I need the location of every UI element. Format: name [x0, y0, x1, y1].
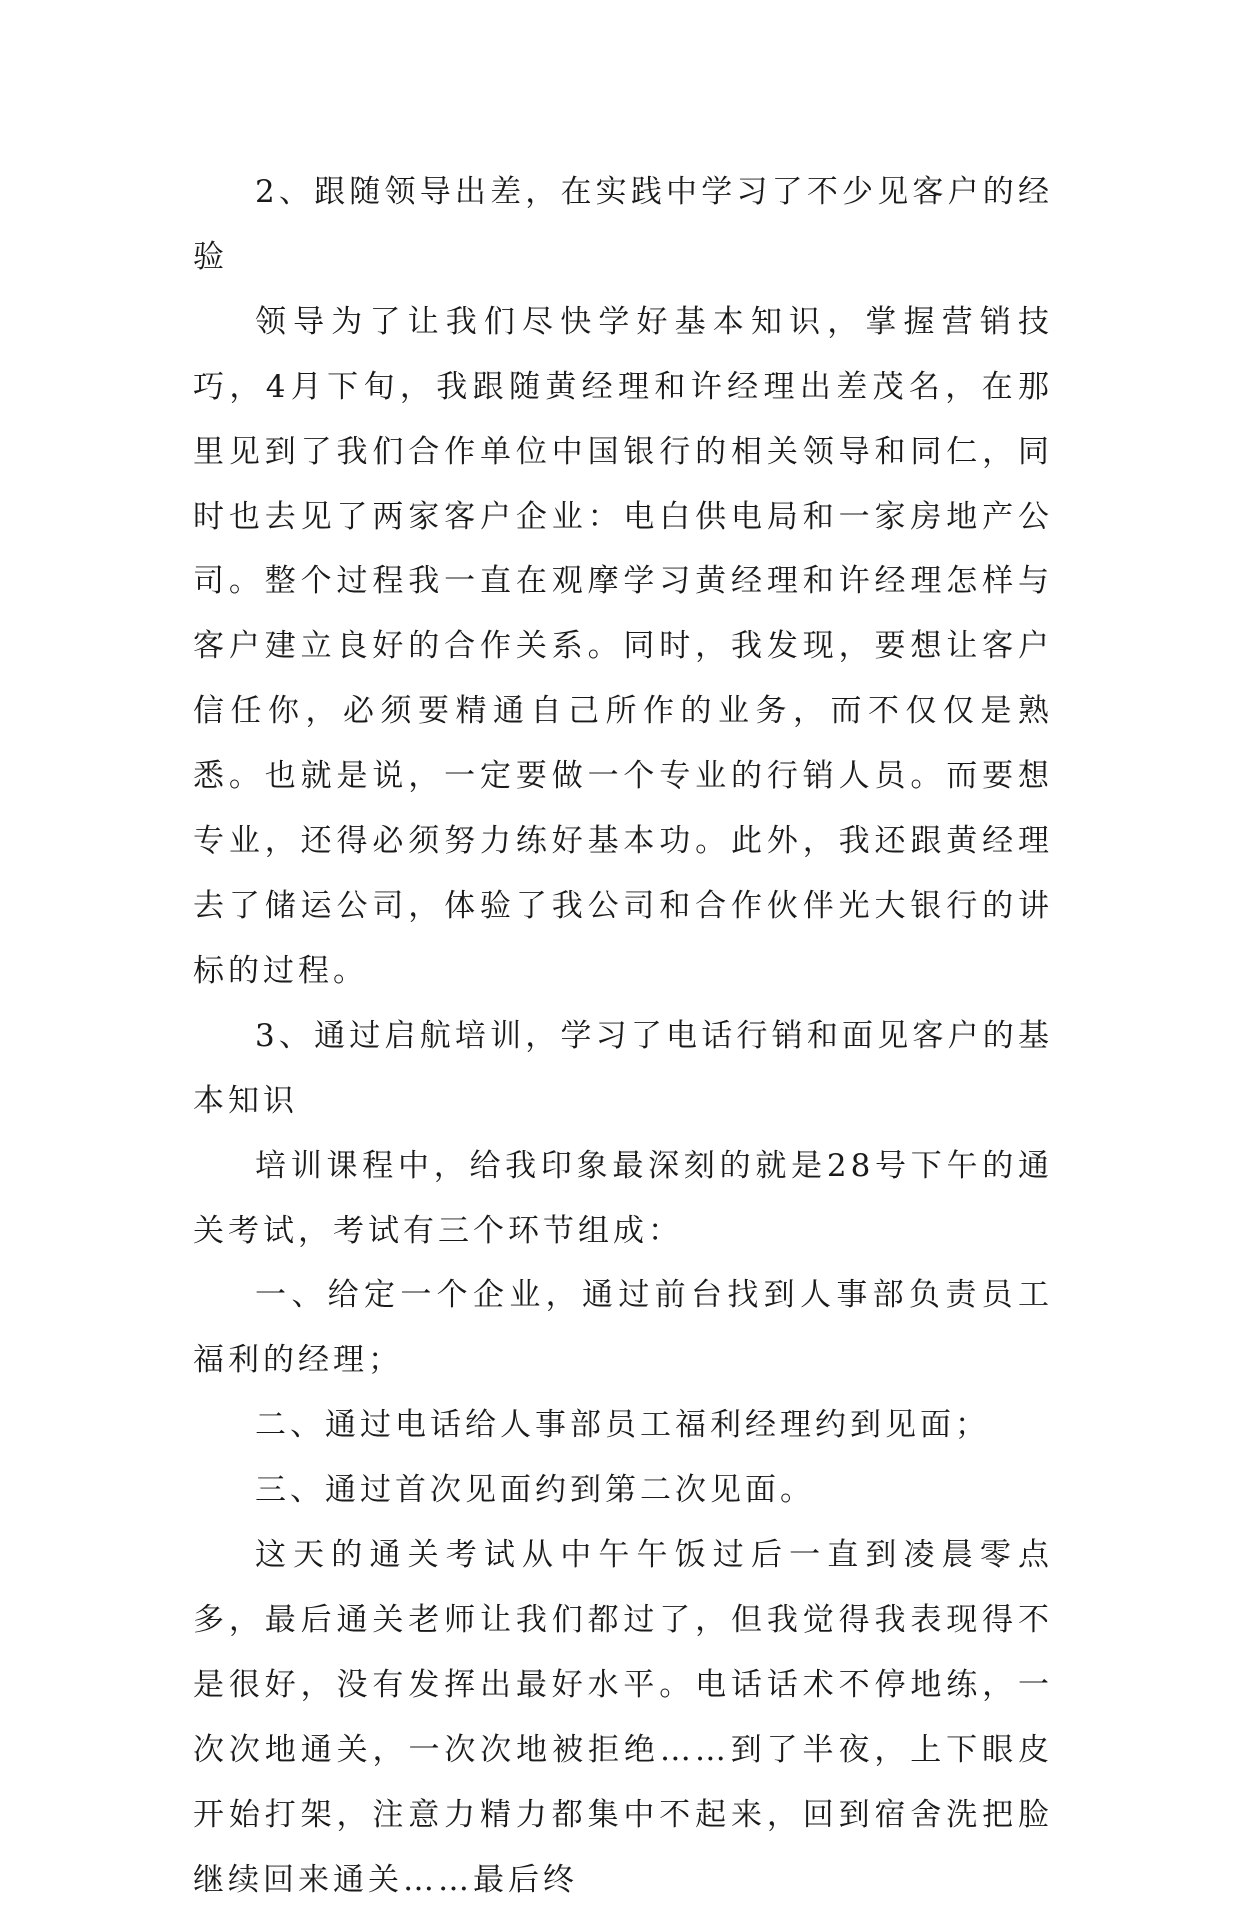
paragraph-business-trip: 领导为了让我们尽快学好基本知识，掌握营销技巧，4月下旬，我跟随黄经理和许经理出差茂名，在那里见到了我们合作单位中国银行的相关领导和同仁，同时也去见了两家客户企业：电白供电局和一家房地产公司。整个过程我一直在观摩学习黄经理和许经理怎样与客户建立良好的合作关系。同时，我发现，要想让客户信任你，必须要精通自己所作的业务，而不仅仅是熟悉。也就是说，一定要做一个专业的行销人员。而要想专业，还得必须努力练好基本功。此外，我还跟黄经理去了储运公司，体验了我公司和合作伙伴光大银行的讲标的过程。: [193, 303, 1053, 989]
paragraph-step-one: 一、给定一个企业，通过前台找到人事部负责员工福利的经理；: [193, 1277, 1053, 1379]
paragraph-exam-intro: 培训课程中，给我印象最深刻的就是28号下午的通关考试，考试有三个环节组成：: [193, 1147, 1053, 1249]
paragraph-section-2-heading: 2、跟随领导出差，在实践中学习了不少见客户的经验: [193, 174, 1053, 275]
paragraph-step-two: 二、通过电话给人事部员工福利经理约到见面；: [255, 1407, 990, 1444]
paragraph-step-three: 三、通过首次见面约到第二次见面。: [255, 1472, 815, 1509]
document-body: [193, 160, 1053, 1912]
paragraph-exam-experience: 这天的通关考试从中午午饭过后一直到凌晨零点多，最后通关老师让我们都过了，但我觉得我表现得不是很好，没有发挥出最好水平。电话话术不停地练，一次次地通关，一次次地被拒绝……到了半夜，上下眼皮开始打架，注意力精力都集中不起来，回到宿舍洗把脸继续回来通关……最后终: [193, 1537, 1053, 1898]
paragraph-section-3-heading: 3、通过启航培训，学习了电话行销和面见客户的基本知识: [193, 1017, 1053, 1119]
